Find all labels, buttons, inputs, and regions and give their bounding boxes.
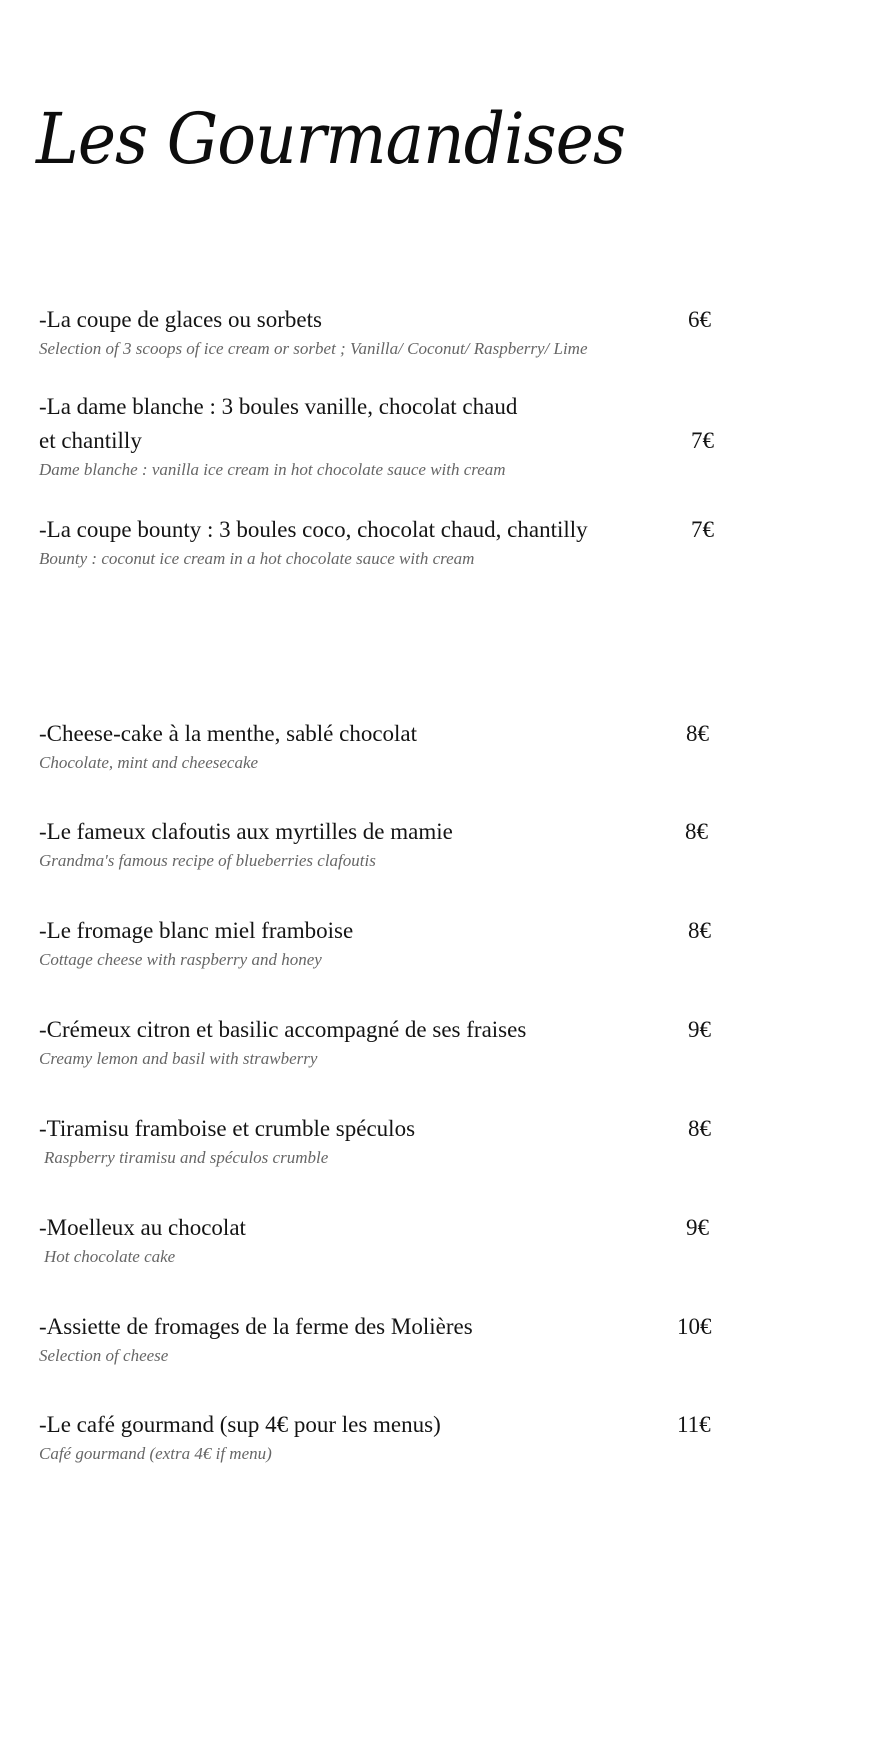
menu-item-name: -La coupe de glaces ou sorbets [39, 307, 322, 332]
menu-item-cremeux-citron [39, 1013, 719, 1071]
menu-item-price: 11€ [677, 1412, 711, 1437]
menu-item-description: Café gourmand (extra 4€ if menu) [39, 1444, 272, 1463]
menu-item-dame-blanche [39, 390, 719, 482]
menu-item-description: Chocolate, mint and cheesecake [39, 753, 259, 772]
menu-item-bounty-cup [39, 513, 719, 571]
menu-item-name: -Moelleux au chocolat [39, 1215, 246, 1240]
menu-item-name: -La coupe bounty : 3 boules coco, chocolat chaud, chantilly [39, 517, 588, 542]
menu-item-description: Raspberry tiramisu and spéculos crumble [44, 1148, 329, 1167]
menu-item-price: 7€ [691, 517, 714, 542]
menu-item-name: -Assiette de fromages de la ferme des Molières [39, 1314, 473, 1339]
menu-item-description: Bounty : coconut ice cream in a hot chocolate sauce with cream [39, 549, 475, 568]
menu-item-cheese-plate [39, 1310, 719, 1368]
menu-item-name: -Cheese-cake à la menthe, sablé chocolat [39, 721, 418, 746]
menu-item-moelleux [39, 1211, 719, 1269]
menu-item-price: 10€ [677, 1314, 712, 1339]
menu-item-price: 7€ [691, 428, 714, 453]
menu-item-name-continued: et chantilly [39, 428, 142, 453]
menu-item-tiramisu [39, 1112, 719, 1170]
menu-item-price: 8€ [688, 1116, 711, 1141]
menu-item-description: Dame blanche : vanilla ice cream in hot chocolate sauce with cream [39, 460, 506, 479]
menu-item-ice-cream-cup [39, 303, 719, 361]
menu-item-cafe-gourmand [39, 1408, 719, 1466]
menu-item-name: -Le fromage blanc miel framboise [39, 918, 354, 943]
menu-item-cheesecake [39, 717, 719, 775]
menu-item-price: 8€ [686, 721, 709, 746]
menu-item-price: 8€ [688, 918, 711, 943]
menu-item-description: Selection of cheese [39, 1346, 169, 1365]
menu-item-name: -Tiramisu framboise et crumble spéculos [39, 1116, 416, 1141]
menu-item-price: 9€ [686, 1215, 709, 1240]
menu-item-description: Grandma's famous recipe of blueberries clafoutis [39, 851, 376, 870]
menu-item-description: Hot chocolate cake [44, 1247, 176, 1266]
menu-item-price: 8€ [685, 819, 708, 844]
menu-item-name: -Le fameux clafoutis aux myrtilles de mamie [39, 819, 453, 844]
menu-item-price: 9€ [688, 1017, 711, 1042]
menu-item-name: -La dame blanche : 3 boules vanille, chocolat chaud [39, 394, 518, 419]
menu-item-description: Creamy lemon and basil with strawberry [39, 1049, 318, 1068]
menu-title: Les Gourmandises [36, 98, 626, 180]
menu-item-fromage-blanc [39, 914, 719, 972]
menu-item-clafoutis [39, 815, 719, 873]
menu-item-price: 6€ [688, 307, 711, 332]
menu-item-description: Cottage cheese with raspberry and honey [39, 950, 322, 969]
menu-item-name: -Le café gourmand (sup 4€ pour les menus) [39, 1412, 441, 1437]
menu-item-name: -Crémeux citron et basilic accompagné de ses fraises [39, 1017, 527, 1042]
menu-item-description: Selection of 3 scoops of ice cream or sorbet ; Vanilla/ Coconut/ Raspberry/ Lime [39, 339, 588, 358]
